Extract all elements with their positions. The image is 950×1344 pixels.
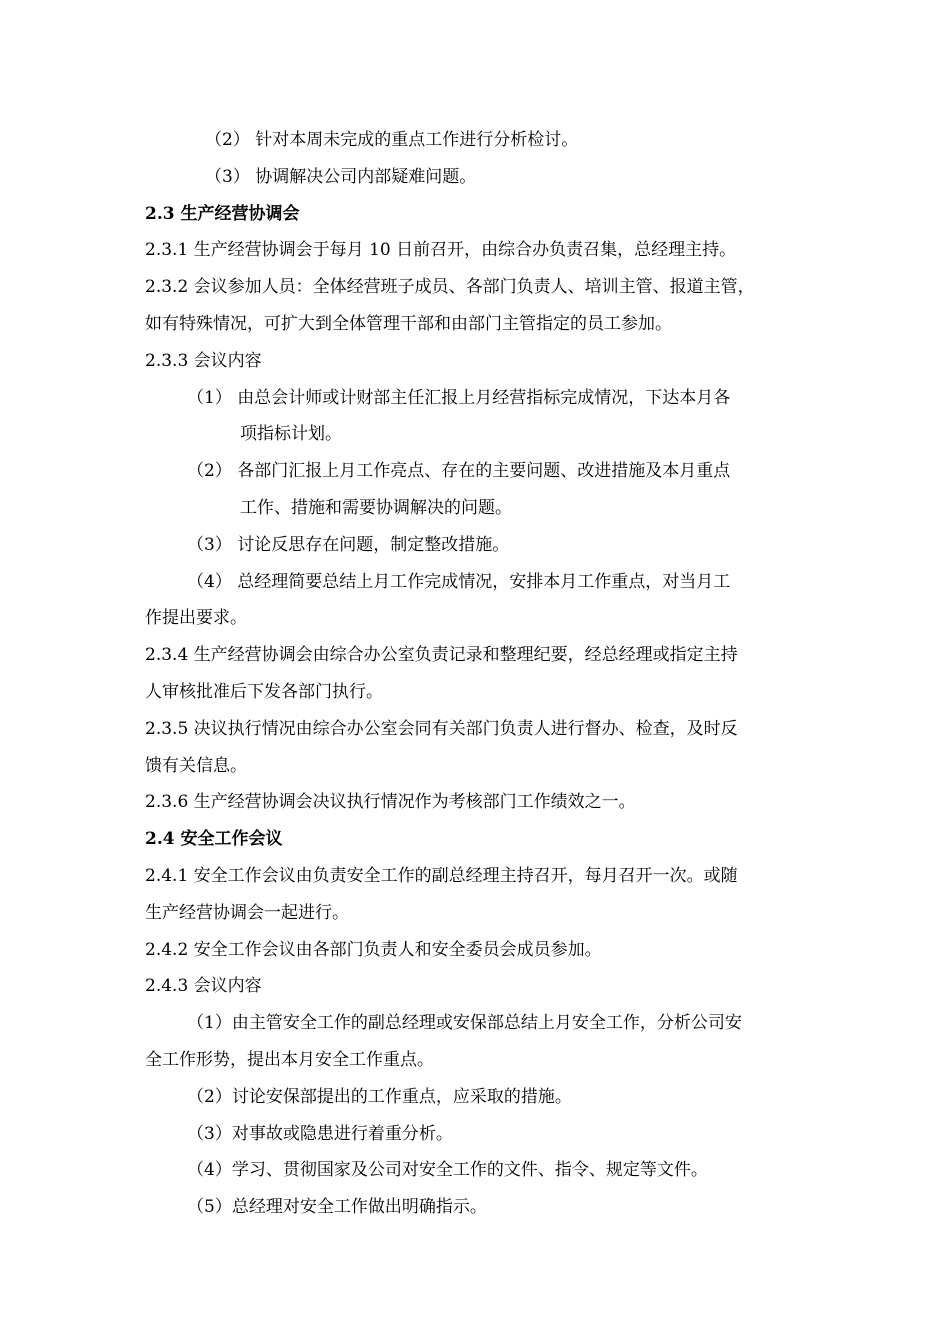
paragraph-line: （3） 讨论反思存在问题，制定整改措施。 — [187, 534, 510, 555]
paragraph-line: （2） 各部门汇报上月工作亮点、存在的主要问题、改进措施及本月重点 — [187, 461, 731, 482]
paragraph-line: 2.3.4 生产经营协调会由综合办公室负责记录和整理纪要，经总经理或指定主持 — [145, 645, 738, 666]
paragraph-line: （2） 针对本周未完成的重点工作进行分析检讨。 — [205, 130, 579, 150]
paragraph-line: （2）讨论安保部提出的工作重点，应采取的措施。 — [187, 1086, 572, 1107]
paragraph-line: 2.3.1 生产经营协调会于每月 10 日前召开，由综合办负责召集，总经理主持。 — [145, 240, 737, 261]
section-heading: 2.3 生产经营协调会 — [145, 203, 300, 224]
paragraph-line: 作提出要求。 — [145, 608, 247, 629]
paragraph-line: 馈有关信息。 — [145, 755, 247, 776]
paragraph-line: 2.3.6 生产经营协调会决议执行情况作为考核部门工作绩效之一。 — [145, 792, 636, 813]
paragraph-line: 2.3.5 决议执行情况由综合办公室会同有关部门负责人进行督办、检查，及时反 — [145, 718, 738, 739]
paragraph-line: （4）学习、贯彻国家及公司对安全工作的文件、指令、规定等文件。 — [187, 1160, 708, 1181]
paragraph-line: 人审核批准后下发各部门执行。 — [145, 682, 383, 702]
paragraph-line: 项指标计划。 — [240, 424, 342, 445]
paragraph-line: （1）由主管安全工作的副总经理或安保部总结上月安全工作，分析公司安 — [187, 1013, 742, 1034]
paragraph-line: （3）对事故或隐患进行着重分析。 — [187, 1123, 453, 1144]
paragraph-line: （3） 协调解决公司内部疑难问题。 — [205, 166, 477, 187]
paragraph-line: 工作、措施和需要协调解决的问题。 — [240, 498, 512, 518]
paragraph-line: 2.4.1 安全工作会议由负责安全工作的副总经理主持召开，每月召开一次。或随 — [145, 866, 738, 886]
paragraph-line: （4） 总经理简要总结上月工作完成情况，安排本月工作重点，对当月工 — [187, 571, 731, 592]
paragraph-line: 全工作形势，提出本月安全工作重点。 — [145, 1050, 434, 1070]
paragraph-line: （5）总经理对安全工作做出明确指示。 — [187, 1197, 487, 1218]
section-heading: 2.4 安全工作会议 — [145, 829, 283, 850]
paragraph-line: 2.4.2 安全工作会议由各部门负责人和安全委员会成员参加。 — [145, 939, 602, 960]
paragraph-line: 2.3.2 会议参加人员：全体经营班子成员、各部门负责人、培训主管、报道主管， — [145, 277, 755, 298]
paragraph-line: （1） 由总会计师或计财部主任汇报上月经营指标完成情况，下达本月各 — [187, 387, 731, 408]
paragraph-line: 生产经营协调会一起进行。 — [145, 902, 349, 923]
paragraph-line: 如有特殊情况，可扩大到全体管理干部和由部门主管指定的员工参加。 — [145, 314, 672, 334]
paragraph-line: 2.4.3 会议内容 — [145, 976, 262, 997]
paragraph-line: 2.3.3 会议内容 — [145, 350, 262, 371]
